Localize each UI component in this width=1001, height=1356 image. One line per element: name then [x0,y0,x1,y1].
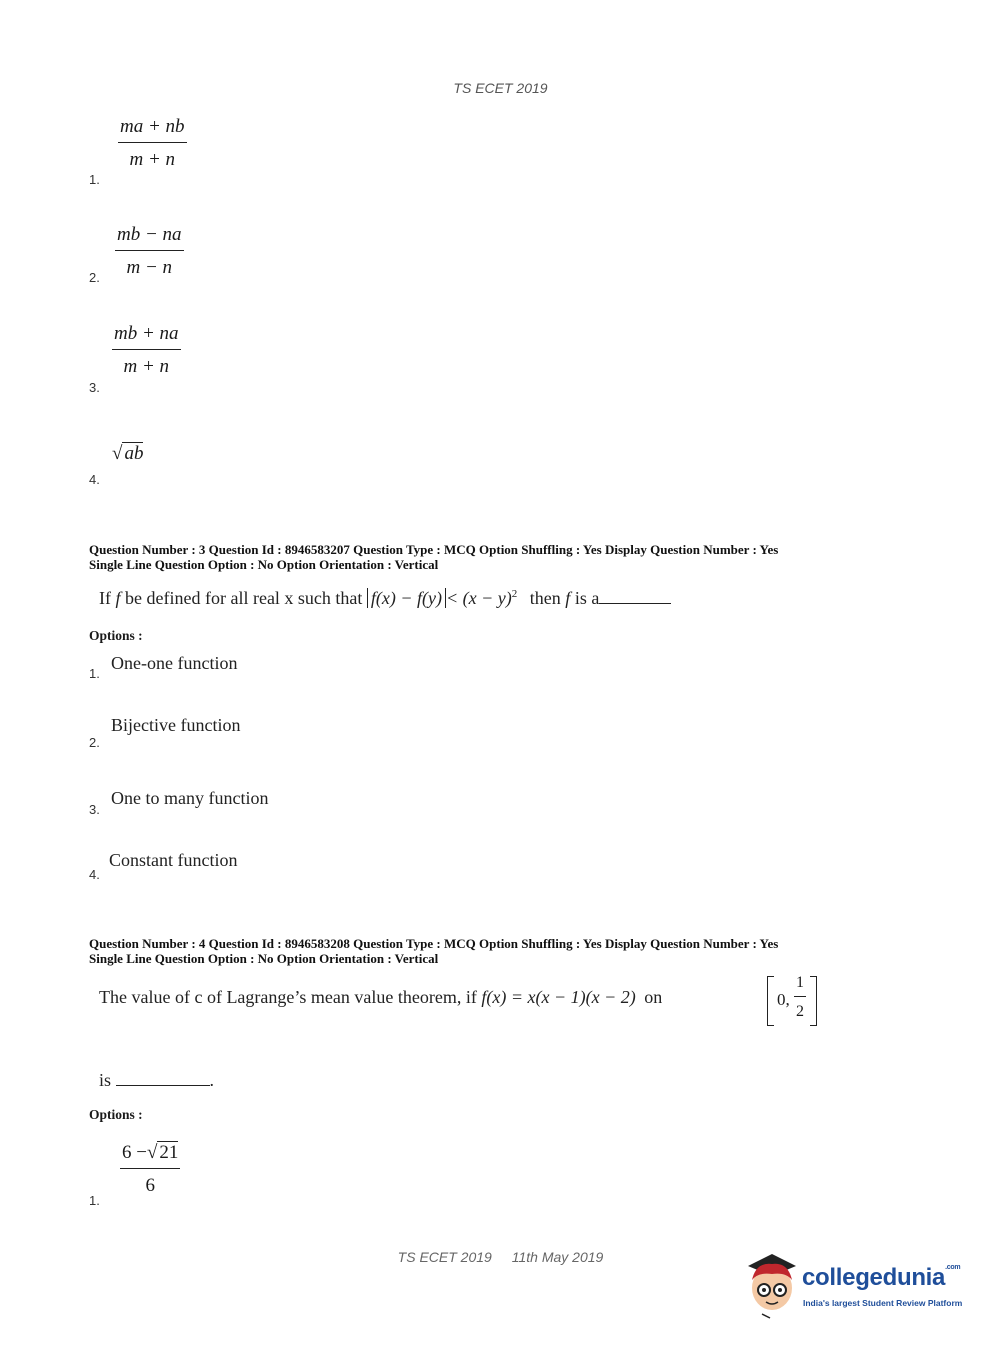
q3-answer-blank [599,587,671,604]
q4-meta [89,936,949,966]
q3-option-1-label[interactable]: One-one function [111,653,238,673]
q3-option-2-label[interactable]: Bijective function [111,715,241,735]
page-footer [0,1249,1001,1265]
q4-meta-line1: Question Number : 4 Question Id : 8946583208 Question Type : MCQ Option Shuffling : Yes Display Question Number : Yes [89,936,779,951]
brand-suffix: .com [945,1264,961,1271]
q4-question-tail [99,1069,214,1091]
radicand: ab [124,443,144,464]
denominator: m + n [123,356,170,377]
q3-option-3-number: 3. [89,802,100,817]
q3-text-if: If [99,588,111,608]
brand-tagline: India's largest Student Review Platform [803,1298,963,1308]
q4-text-period: . [209,1070,215,1090]
footer-exam: TS ECET 2019 [397,1249,492,1265]
prev-option-3-fraction [112,323,181,378]
q3-question-text [99,587,671,609]
q4-option-1-fraction[interactable] [120,1142,180,1197]
prev-option-2-fraction [115,224,184,279]
q4-option-1-number: 1. [89,1193,100,1208]
denominator: 6 [145,1175,155,1196]
q4-text-on: on [644,987,663,1007]
q3-option-4-label[interactable]: Constant function [109,850,238,870]
numerator: mb − na [115,224,184,251]
prev-option-1-number: 1. [89,172,100,187]
q3-option-3-label[interactable]: One to many function [111,788,269,808]
numerator-lead: 6 − [122,1142,147,1163]
radicand: 21 [159,1142,179,1163]
denominator: m − n [126,257,173,278]
q3-text-f2: f [565,588,571,608]
q3-options-label: Options : [89,628,143,643]
q4-options-label: Options : [89,1107,143,1122]
q3-option-1-number: 1. [89,666,100,681]
prev-option-1-fraction [118,116,187,171]
sqrt-icon: √ [146,1142,158,1163]
left-bracket-icon [767,976,774,1026]
brand-text: collegedunia [802,1264,946,1291]
q4-text-is: is [99,1070,112,1090]
page-header: TS ECET 2019 [453,80,548,96]
numerator: 1 [794,974,806,997]
q3-meta-line1: Question Number : 3 Question Id : 8946583207 Question Type : MCQ Option Shuffling : Yes Display Question Number : Yes [89,542,779,557]
denominator: 2 [796,1003,804,1020]
q4-meta-line2: Single Line Question Option : No Option Orientation : Vertical [89,951,439,966]
q3-text-is-a: is a [574,588,600,608]
brand-name [802,1264,960,1292]
q4-interval-fraction [794,974,806,1021]
q3-meta [89,542,949,572]
prev-option-4-sqrt [112,443,143,465]
numerator: ma + nb [118,116,187,143]
q3-text-f: f [115,588,121,608]
right-bracket-icon [810,976,817,1026]
q3-exponent: 2 [511,588,518,600]
q3-text-defined: be defined for all real x such that [125,588,363,608]
q3-text-then: then [529,588,561,608]
q4-question-text [99,987,662,1008]
footer-date: 11th May 2019 [511,1249,604,1265]
q3-option-2-number: 2. [89,735,100,750]
prev-option-4-number: 4. [89,472,100,487]
q4-interval-left: 0, [777,990,790,1009]
denominator: m + n [129,149,176,170]
q3-abs-expression: f(x) − f(y) [367,588,446,608]
q4-function: f(x) = x(x − 1)(x − 2) [481,987,636,1007]
q3-meta-line2: Single Line Question Option : No Option Orientation : Vertical [89,557,439,572]
numerator [120,1142,180,1169]
sqrt-icon: √ [112,443,123,464]
prev-option-3-number: 3. [89,380,100,395]
prev-option-2-number: 2. [89,270,100,285]
numerator: mb + na [112,323,181,350]
q4-interval [767,976,817,1026]
q4-answer-blank [116,1069,210,1086]
mascot-icon [742,1250,802,1320]
q3-rhs: < (x − y) [446,588,512,608]
q3-option-4-number: 4. [89,867,100,882]
q4-text-lead: The value of c of Lagrange’s mean value theorem, if [99,987,477,1007]
